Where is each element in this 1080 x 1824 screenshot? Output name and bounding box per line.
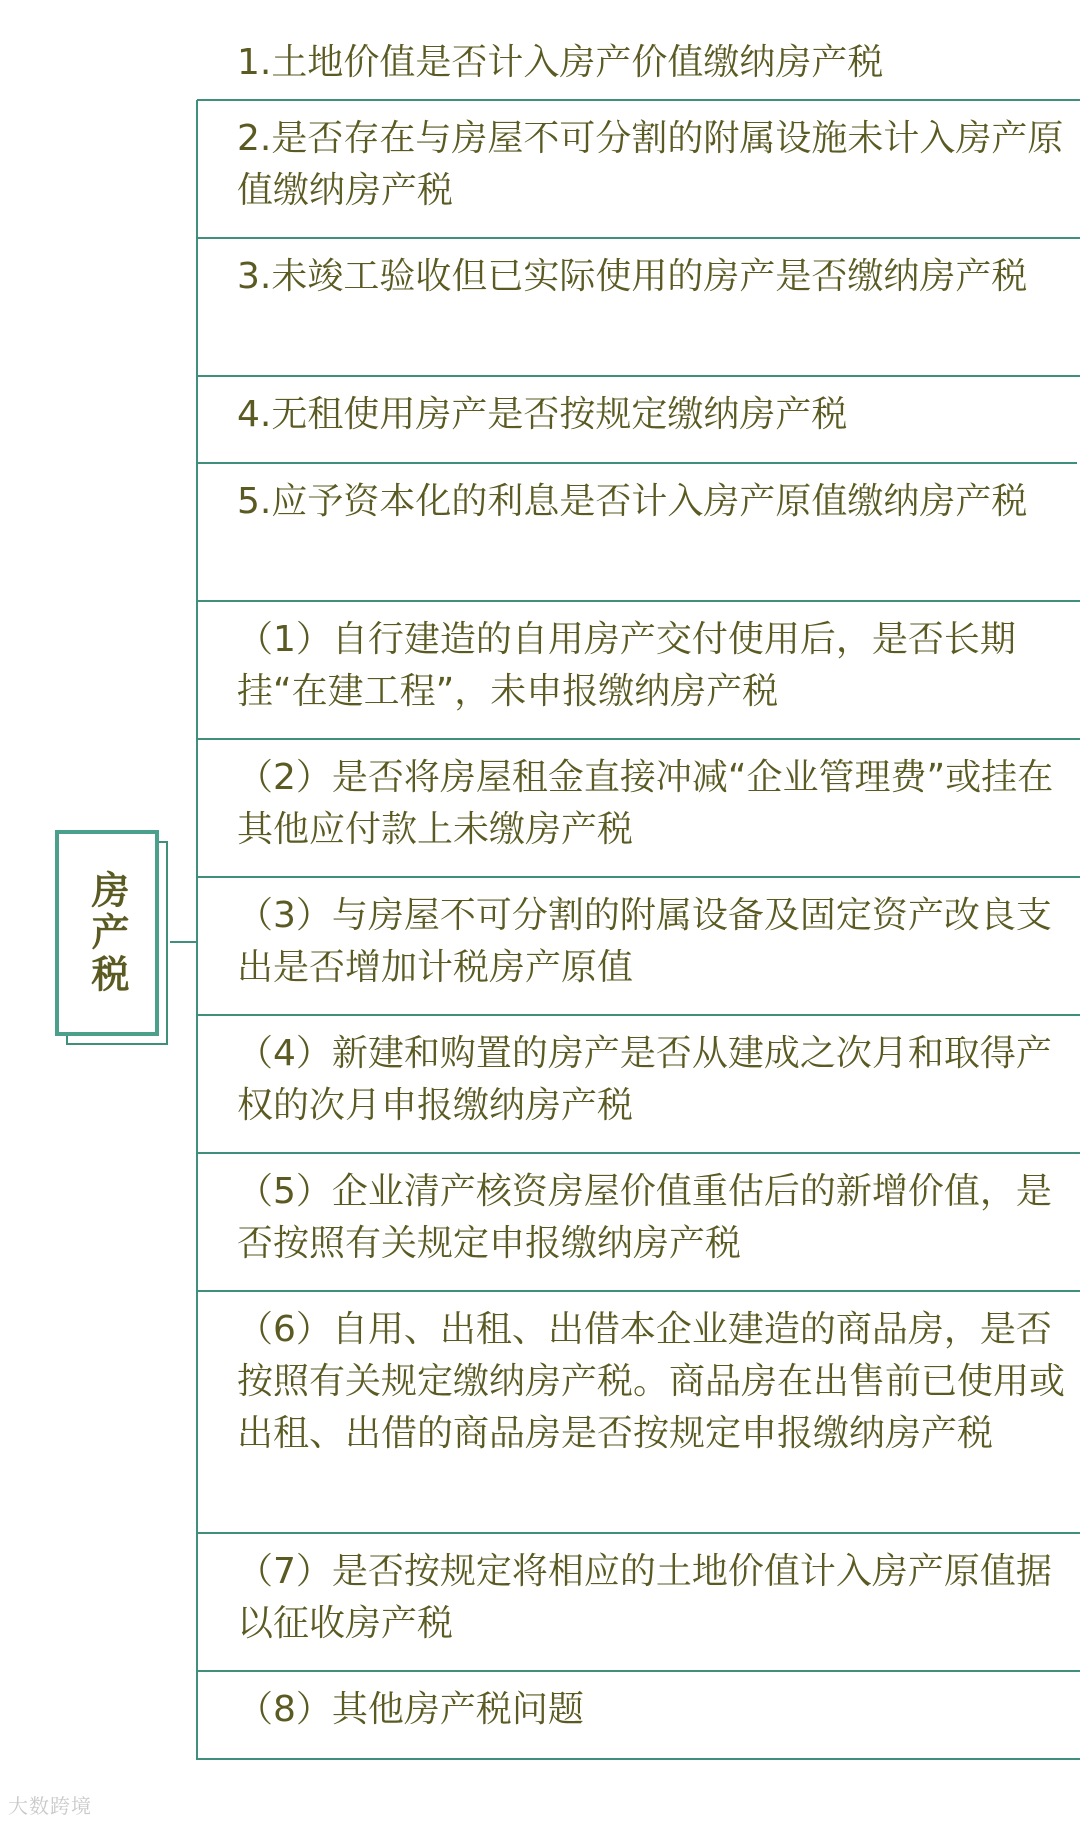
branch-item-5: 5.应予资本化的利息是否计入房产原值缴纳房产税 [197, 464, 1080, 602]
branch-item-1: 1.土地价值是否计入房产价值缴纳房产税 [197, 25, 1080, 101]
branch-item-2: 2.是否存在与房屋不可分割的附属设施未计入房产原值缴纳房产税 [197, 101, 1080, 239]
branch-item-12: （7）是否按规定将相应的土地价值计入房产原值据以征收房产税 [197, 1534, 1080, 1672]
branch-item-6: （1）自行建造的自用房产交付使用后，是否长期挂“在建工程”，未申报缴纳房产税 [197, 602, 1080, 740]
branch-item-13: （8）其他房产税问题 [197, 1672, 1080, 1760]
branch-item-8: （3）与房屋不可分割的附属设备及固定资产改良支出是否增加计税房产原值 [197, 878, 1080, 1016]
branch-item-7: （2）是否将房屋租金直接冲减“企业管理费”或挂在其他应付款上未缴房产税 [197, 740, 1080, 878]
root-node-label: 房产税 [85, 870, 129, 996]
branch-item-11: （6）自用、出租、出借本企业建造的商品房，是否按照有关规定缴纳房产税。商品房在出售前已使用或出租、出借的商品房是否按规定申报缴纳房产税 [197, 1292, 1080, 1534]
branch-item-3: 3.未竣工验收但已实际使用的房产是否缴纳房产税 [197, 239, 1080, 377]
branch-item-4: 4.无租使用房产是否按规定缴纳房产税 [197, 377, 1077, 464]
branch-item-9: （4）新建和购置的房产是否从建成之次月和取得产权的次月申报缴纳房产税 [197, 1016, 1080, 1154]
watermark: 大数跨境 [8, 1794, 92, 1818]
root-node [55, 830, 159, 1036]
root-connector [170, 941, 198, 943]
branch-item-10: （5）企业清产核资房屋价值重估后的新增价值，是否按照有关规定申报缴纳房产税 [197, 1154, 1080, 1292]
